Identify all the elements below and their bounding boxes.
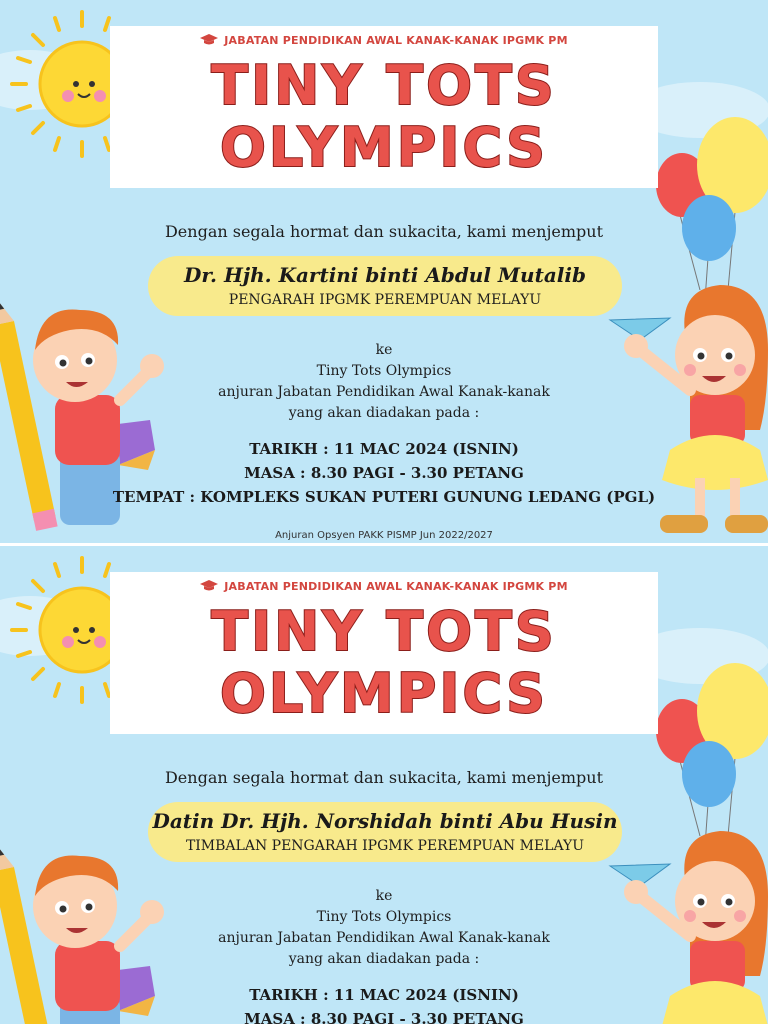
guest-position: TIMBALAN PENGARAH IPGMK PEREMPUAN MELAYU: [185, 838, 585, 854]
event-details: [0, 437, 768, 509]
body-line: anjuran Jabatan Pendidikan Awal Kanak-kanak: [218, 930, 550, 946]
guest-name-pill: [148, 256, 622, 316]
greeting-text: Dengan segala hormat dan sukacita, kami menjemput: [164, 768, 604, 787]
event-date: TARIKH : 11 MAC 2024 (ISNIN): [249, 986, 519, 1004]
balloons-icon: [656, 117, 768, 300]
body-line: anjuran Jabatan Pendidikan Awal Kanak-kanak: [218, 384, 550, 400]
department-text: JABATAN PENDIDIKAN AWAL KANAK-KANAK IPGMK PM: [224, 34, 568, 47]
graduation-cap-icon: [200, 580, 218, 595]
title-banner: [110, 572, 658, 734]
balloons-icon: [656, 663, 768, 846]
body-line: yang akan diadakan pada :: [288, 951, 480, 967]
body-line: yang akan diadakan pada :: [288, 405, 480, 421]
body-line: Tiny Tots Olympics: [316, 363, 452, 379]
graduation-cap-icon: [200, 34, 218, 49]
department-text: JABATAN PENDIDIKAN AWAL KANAK-KANAK IPGMK PM: [224, 580, 568, 593]
greeting-text: Dengan segala hormat dan sukacita, kami menjemput: [164, 222, 604, 241]
body-line: Tiny Tots Olympics: [316, 909, 452, 925]
guest-name-pill: [148, 802, 622, 862]
body-line: ke: [375, 888, 393, 904]
guest-position: PENGARAH IPGMK PEREMPUAN MELAYU: [228, 292, 542, 308]
event-details: [0, 983, 768, 1024]
event-time: MASA : 8.30 PAGI - 3.30 PETANG: [244, 464, 524, 482]
invitation-body: [0, 886, 768, 970]
invitation-body: [0, 340, 768, 424]
event-venue: TEMPAT : KOMPLEKS SUKAN PUTERI GUNUNG LEDANG (PGL): [112, 488, 656, 506]
title-line-1: TINY TOTS: [211, 600, 557, 663]
organizer-footer: Anjuran Opsyen PAKK PISMP Jun 2022/2027: [275, 530, 493, 541]
guest-name: Datin Dr. Hjh. Norshidah binti Abu Husin: [152, 809, 618, 833]
guest-name: Dr. Hjh. Kartini binti Abdul Mutalib: [184, 263, 586, 287]
title-line-2: OLYMPICS: [220, 116, 548, 179]
body-line: ke: [375, 342, 393, 358]
title-line-2: OLYMPICS: [220, 662, 548, 725]
event-time: MASA : 8.30 PAGI - 3.30 PETANG: [244, 1010, 524, 1024]
department-heading: [110, 580, 658, 595]
invitation-card-2: [0, 546, 768, 1024]
event-date: TARIKH : 11 MAC 2024 (ISNIN): [249, 440, 519, 458]
title-line-1: TINY TOTS: [211, 54, 557, 117]
title-banner: [110, 26, 658, 188]
department-heading: [110, 34, 658, 49]
